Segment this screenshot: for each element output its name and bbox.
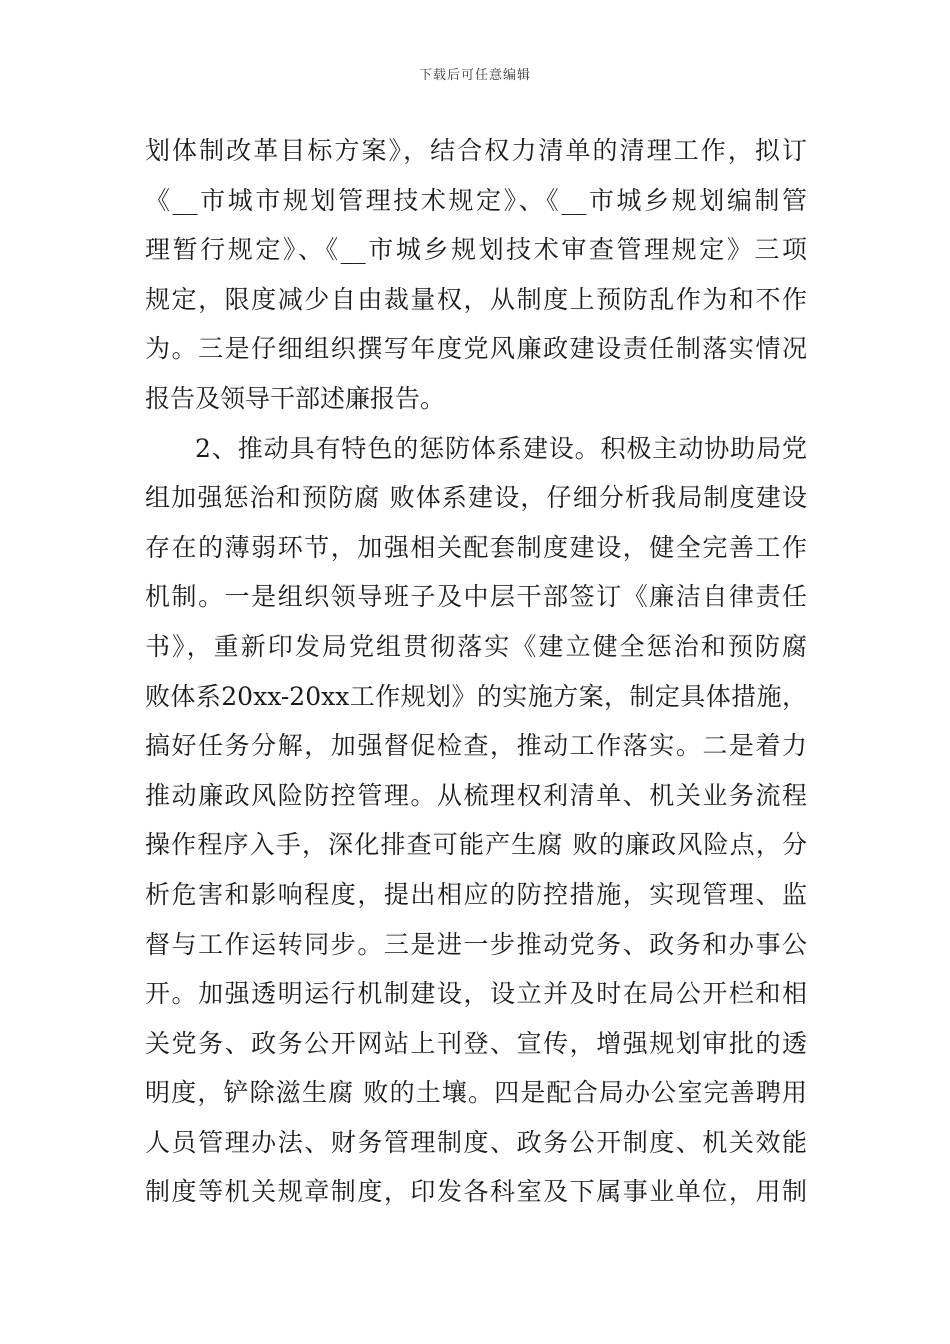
text-line: 析危害和影响程度，提出相应的防控措施，实现管理、监 [145, 879, 807, 909]
text-line: 存在的薄弱环节，加强相关配套制度建设，健全完善工作 [145, 532, 807, 562]
text-line: 机制。一是组织领导班子及中层干部签订《廉洁自律责任 [145, 582, 807, 612]
text-line: 开。加强透明运行机制建设，设立并及时在局公开栏和相 [145, 979, 807, 1009]
page-header: 下载后可任意编辑 [418, 68, 531, 83]
text-line: 制度等机关规章制度，印发各科室及下属事业单位，用制 [145, 1177, 807, 1207]
text-line: 报告及领导干部述廉报告。 [145, 383, 446, 413]
paragraph-2 [145, 424, 807, 1218]
text-line: 败体系20xx-20xx工作规划》的实施方案，制定具体措施， [145, 681, 807, 711]
document-body [145, 126, 807, 1217]
text-line: 《__市城市规划管理技术规定》、《__市城乡规划编制管 [145, 185, 807, 215]
text-line: 理暂行规定》、《__市城乡规划技术审查管理规定》三项 [145, 235, 807, 265]
text-line: 关党务、政务公开网站上刊登、宣传，增强规划审批的透 [145, 1028, 807, 1058]
text-line: 划体制改革目标方案》，结合权力清单的清理工作，拟订 [145, 136, 807, 165]
paragraph-1 [145, 126, 807, 424]
text-line: 搞好任务分解，加强督促检查，推动工作落实。二是着力 [145, 731, 807, 761]
text-line: 规定，限度减少自由裁量权，从制度上预防乱作为和不作 [145, 284, 807, 314]
text-line: 2、推动具有特色的惩防体系建设。积极主动协助局党 [195, 433, 807, 463]
text-line: 组加强惩治和预防腐 败体系建设，仔细分析我局制度建设 [145, 483, 807, 513]
text-line: 操作程序入手，深化排查可能产生腐 败的廉政风险点，分 [145, 830, 807, 860]
text-line: 推动廉政风险防控管理。从梳理权利清单、机关业务流程 [145, 780, 807, 810]
text-line: 督与工作运转同步。三是进一步推动党务、政务和办事公 [145, 929, 807, 959]
text-line: 人员管理办法、财务管理制度、政务公开制度、机关效能 [145, 1127, 807, 1157]
text-line: 书》，重新印发局党组贯彻落实《建立健全惩治和预防腐 [145, 631, 807, 661]
text-line: 明度，铲除滋生腐 败的土壤。四是配合局办公室完善聘用 [145, 1078, 807, 1108]
text-line: 为。三是仔细组织撰写年度党风廉政建设责任制落实情况 [145, 334, 807, 364]
